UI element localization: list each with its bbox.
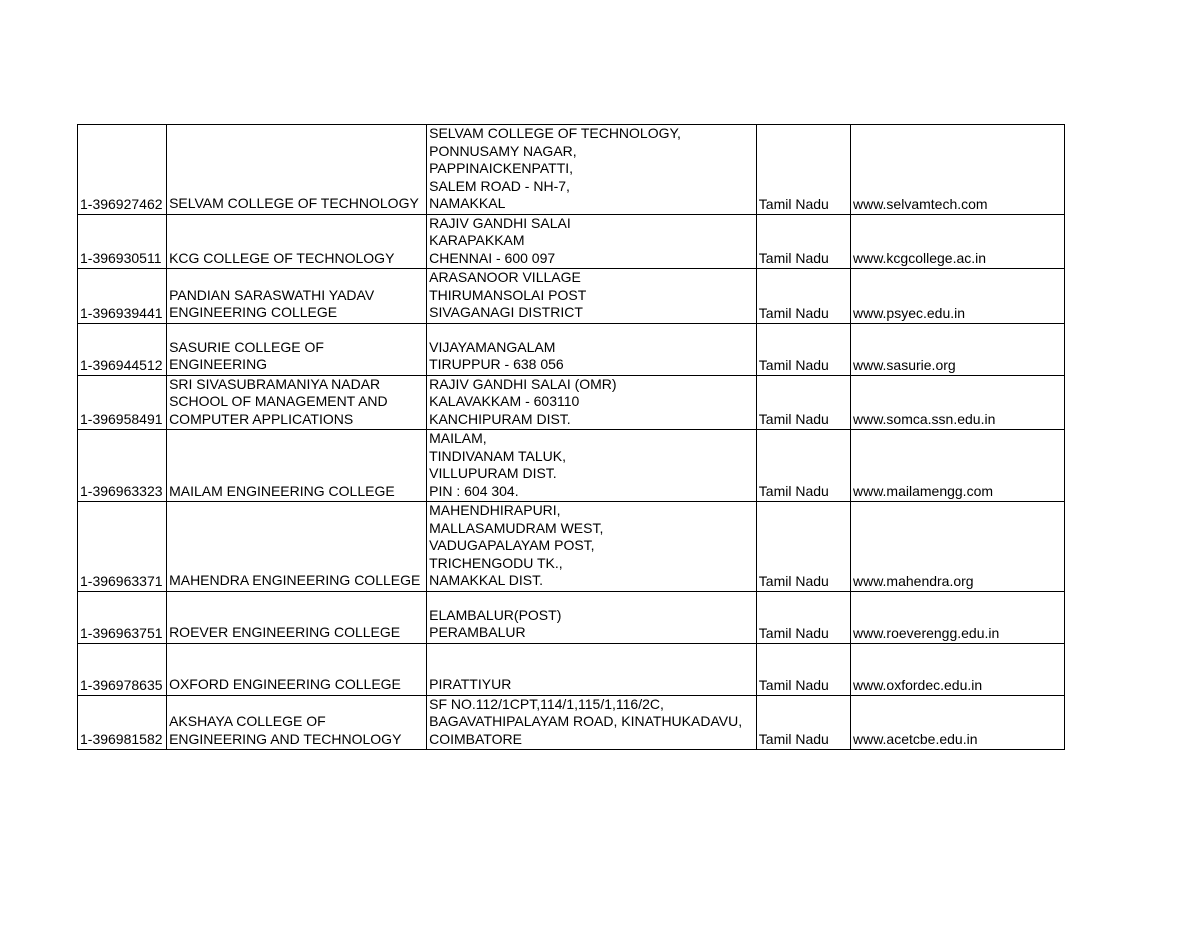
address-line: PIRATTIYUR bbox=[429, 676, 512, 692]
cell-id: 1-396981582 bbox=[78, 695, 167, 750]
name-line: KCG COLLEGE OF TECHNOLOGY bbox=[169, 249, 395, 266]
table-row bbox=[78, 214, 1065, 269]
address-line: KARAPAKKAM bbox=[429, 232, 525, 248]
cell-name bbox=[167, 502, 427, 592]
address-line: ARASANOOR VILLAGE bbox=[429, 269, 581, 285]
cell-name bbox=[167, 375, 427, 430]
cell-id: 1-396939441 bbox=[78, 269, 167, 324]
address-line: THIRUMANSOLAI POST bbox=[429, 286, 587, 303]
table-row bbox=[78, 695, 1065, 750]
cell-state: Tamil Nadu bbox=[756, 375, 850, 430]
address-line: VILLUPURAM DIST. bbox=[429, 465, 557, 481]
address-line: PIN : 604 304. bbox=[429, 482, 519, 499]
cell-website[interactable]: www.acetcbe.edu.in bbox=[850, 695, 1064, 750]
cell-state: Tamil Nadu bbox=[756, 214, 850, 269]
cell-name bbox=[167, 214, 427, 269]
cell-website[interactable]: www.psyec.edu.in bbox=[850, 269, 1064, 324]
address-line: KALAVAKKAM - 603110 bbox=[429, 393, 580, 409]
address-line: BAGAVATHIPALAYAM ROAD, KINATHUKADAVU, bbox=[429, 713, 743, 729]
cell-id: 1-396963371 bbox=[78, 502, 167, 592]
cell-state: Tamil Nadu bbox=[756, 125, 850, 215]
name-line: MAILAM ENGINEERING COLLEGE bbox=[169, 482, 395, 499]
cell-name bbox=[167, 125, 427, 215]
name-line: COMPUTER APPLICATIONS bbox=[169, 410, 354, 427]
address-line: KANCHIPURAM DIST. bbox=[429, 410, 571, 427]
cell-id: 1-396963323 bbox=[78, 430, 167, 502]
name-line: MAHENDRA ENGINEERING COLLEGE bbox=[169, 572, 421, 588]
address-line: NAMAKKAL DIST. bbox=[429, 572, 543, 588]
cell-id: 1-396978635 bbox=[78, 643, 167, 695]
address-line: SF NO.112/1CPT,114/1,115/1,116/2C, bbox=[429, 695, 664, 712]
cell-name bbox=[167, 591, 427, 643]
address-line: SIVAGANAGI DISTRICT bbox=[429, 304, 583, 320]
address-line: TIRUPPUR - 638 056 bbox=[429, 356, 564, 372]
name-line: SRI SIVASUBRAMANIYA NADAR bbox=[169, 375, 381, 392]
cell-address bbox=[427, 323, 757, 375]
cell-website[interactable]: www.kcgcollege.ac.in bbox=[850, 214, 1064, 269]
cell-state: Tamil Nadu bbox=[756, 591, 850, 643]
cell-address bbox=[427, 375, 757, 430]
cell-state: Tamil Nadu bbox=[756, 643, 850, 695]
cell-name bbox=[167, 430, 427, 502]
name-line: SASURIE COLLEGE OF bbox=[169, 338, 324, 355]
table-row bbox=[78, 430, 1065, 502]
cell-state: Tamil Nadu bbox=[756, 430, 850, 502]
address-line: COIMBATORE bbox=[429, 730, 522, 747]
cell-website[interactable]: www.selvamtech.com bbox=[850, 125, 1064, 215]
table-row bbox=[78, 125, 1065, 215]
cell-name bbox=[167, 695, 427, 750]
cell-id: 1-396944512 bbox=[78, 323, 167, 375]
cell-address bbox=[427, 643, 757, 695]
address-line: PERAMBALUR bbox=[429, 624, 526, 640]
address-line: MAILAM, bbox=[429, 430, 487, 446]
cell-state: Tamil Nadu bbox=[756, 269, 850, 324]
cell-address bbox=[427, 695, 757, 750]
cell-id: 1-396963751 bbox=[78, 591, 167, 643]
cell-website[interactable]: www.somca.ssn.edu.in bbox=[850, 375, 1064, 430]
cell-website[interactable]: www.roeverengg.edu.in bbox=[850, 591, 1064, 643]
cell-name bbox=[167, 269, 427, 324]
cell-website[interactable]: www.mahendra.org bbox=[850, 502, 1064, 592]
name-line: OXFORD ENGINEERING COLLEGE bbox=[169, 676, 401, 692]
cell-address bbox=[427, 502, 757, 592]
address-line: RAJIV GANDHI SALAI (OMR) bbox=[429, 375, 617, 392]
address-line: PAPPINAICKENPATTI, bbox=[429, 160, 574, 176]
table-row bbox=[78, 375, 1065, 430]
table-row bbox=[78, 502, 1065, 592]
cell-address bbox=[427, 430, 757, 502]
table-row bbox=[78, 269, 1065, 324]
cell-name bbox=[167, 643, 427, 695]
cell-state: Tamil Nadu bbox=[756, 695, 850, 750]
address-line: TRICHENGODU TK., bbox=[429, 554, 563, 571]
address-line: RAJIV GANDHI SALAI bbox=[429, 214, 571, 231]
college-table bbox=[77, 124, 1065, 750]
cell-name bbox=[167, 323, 427, 375]
table-row bbox=[78, 323, 1065, 375]
cell-address bbox=[427, 591, 757, 643]
address-line: ELAMBALUR(POST) bbox=[429, 606, 562, 623]
cell-website[interactable]: www.oxfordec.edu.in bbox=[850, 643, 1064, 695]
address-line: PONNUSAMY NAGAR, bbox=[429, 142, 577, 159]
address-line: VIJAYAMANGALAM bbox=[429, 338, 556, 355]
cell-state: Tamil Nadu bbox=[756, 502, 850, 592]
table-row bbox=[78, 591, 1065, 643]
name-line: SCHOOL OF MANAGEMENT AND bbox=[169, 393, 388, 409]
address-line: TINDIVANAM TALUK, bbox=[429, 447, 567, 464]
name-line: ENGINEERING bbox=[169, 356, 268, 372]
name-line: PANDIAN SARASWATHI YADAV bbox=[169, 286, 375, 303]
name-line: SELVAM COLLEGE OF TECHNOLOGY bbox=[169, 195, 419, 211]
name-line: AKSHAYA COLLEGE OF bbox=[169, 713, 326, 729]
table-row bbox=[78, 643, 1065, 695]
cell-address bbox=[427, 269, 757, 324]
name-line: ROEVER ENGINEERING COLLEGE bbox=[169, 624, 401, 640]
cell-id: 1-396930511 bbox=[78, 214, 167, 269]
cell-state: Tamil Nadu bbox=[756, 323, 850, 375]
address-line: NAMAKKAL bbox=[429, 195, 506, 211]
address-line: VADUGAPALAYAM POST, bbox=[429, 537, 595, 553]
address-line: SALEM ROAD - NH-7, bbox=[429, 177, 570, 194]
cell-id: 1-396958491 bbox=[78, 375, 167, 430]
cell-website[interactable]: www.sasurie.org bbox=[850, 323, 1064, 375]
cell-website[interactable]: www.mailamengg.com bbox=[850, 430, 1064, 502]
address-line: SELVAM COLLEGE OF TECHNOLOGY, bbox=[429, 125, 681, 141]
name-line: ENGINEERING COLLEGE bbox=[169, 304, 338, 320]
cell-id: 1-396927462 bbox=[78, 125, 167, 215]
name-line: ENGINEERING AND TECHNOLOGY bbox=[169, 730, 402, 747]
cell-address bbox=[427, 125, 757, 215]
address-line: CHENNAI - 600 097 bbox=[429, 249, 556, 266]
address-line: MALLASAMUDRAM WEST, bbox=[429, 519, 604, 536]
address-line: MAHENDHIRAPURI, bbox=[429, 502, 561, 518]
cell-address bbox=[427, 214, 757, 269]
